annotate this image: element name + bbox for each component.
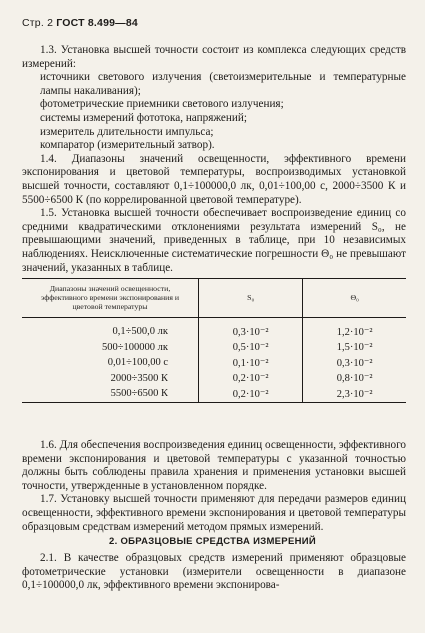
paragraph-1-7: 1.7. Установку высшей точности применяют для передачи размеров единиц освещенности, эффективного времени экспонирования и цветовой температуры образцовым средствам измерений методом прямых измерений. bbox=[22, 493, 406, 533]
paragraph-1-3: 1.3. Установка высшей точности состоит из комплекса следующих средств измерений: bbox=[22, 44, 406, 70]
s0-cell: 0,5·10⁻² bbox=[199, 340, 303, 356]
range-cell: 5500÷6500 К bbox=[110, 388, 168, 400]
range-cell: 2000÷3500 К bbox=[110, 372, 168, 384]
s0-cell: 0,2·10⁻² bbox=[199, 371, 303, 387]
s0-cell: 0,1·10⁻² bbox=[199, 355, 303, 371]
theta-cell: 0,3·10⁻² bbox=[303, 355, 406, 371]
section-2-body bbox=[22, 552, 406, 593]
list-item: компаратор (измерительный затвор). bbox=[40, 139, 215, 152]
theta-cell: 2,3·10⁻² bbox=[303, 386, 406, 402]
section-1-bottom bbox=[22, 439, 406, 534]
range-cell: 0,01÷100,00 с bbox=[107, 357, 168, 369]
list-item: источники светового излучения (светоизмерительные и температурные лампы накаливания); bbox=[40, 71, 406, 97]
paragraph-1-5: 1.5. Установка высшей точности обеспечивает воспроизведение единиц со средними квадратическими отклонениями результата измерений S₀, не превышающими значений, приведенных в таблице, при 10 независимых наблюдениях. Неисключенные систематические погрешности Θ₀ не превышают значений, указанных в таблице. bbox=[22, 207, 406, 274]
list-item: системы измерений фототока, напряжений; bbox=[40, 111, 247, 124]
paragraph-2-1: 2.1. В качестве образцовых средств измерений применяют образцовые фотометрические установки (измерители освещенности в диапазоне 0,1÷100000,0 лк, эффективного времени экспонирова- bbox=[22, 552, 406, 592]
paragraph-1-6: 1.6. Для обеспечения воспроизведения единиц освещенности, эффективного времени экспонирования и цветовой температуры с указанной точностью должны быть соблюдены правила хранения и применения установки высшей точности, утвержденные в установленном порядке. bbox=[22, 439, 406, 492]
theta-column-header: Θ₀ bbox=[303, 279, 406, 318]
range-column-header: Диапазоны значений освещенности, эффективного времени экспонирования и цветовой температуры bbox=[22, 279, 199, 318]
standard-designation: ГОСТ 8.499—84 bbox=[56, 17, 138, 29]
theta-cell: 0,8·10⁻² bbox=[303, 371, 406, 387]
accuracy-table bbox=[22, 278, 406, 403]
table-row bbox=[22, 355, 406, 371]
theta-cell: 1,5·10⁻² bbox=[303, 340, 406, 356]
table-header-row bbox=[22, 279, 406, 318]
paragraph-1-4: 1.4. Диапазоны значений освещенности, эффективного времени экспонирования и цветовой температуры, воспроизводимых установкой высшей точности, составляют 0,1÷100000,0 лк, 0,01÷100,00 с, 2000÷3500 К и 5500÷6500 К (по коррелированной цветовой температуре). bbox=[22, 152, 406, 206]
range-cell: 500÷100000 лк bbox=[102, 341, 168, 353]
s0-cell: 0,3·10⁻² bbox=[199, 318, 303, 340]
list-item: измеритель длительности импульса; bbox=[40, 125, 214, 138]
page-number: Стр. 2 bbox=[22, 17, 54, 29]
table-row bbox=[22, 318, 406, 340]
list-item: фотометрические приемники светового излучения; bbox=[40, 98, 284, 111]
s0-cell: 0,2·10⁻² bbox=[199, 386, 303, 402]
section-2-heading: 2. ОБРАЗЦОВЫЕ СРЕДСТВА ИЗМЕРЕНИЙ bbox=[109, 536, 316, 547]
table-row bbox=[22, 386, 406, 402]
page-header bbox=[22, 17, 138, 29]
table-row bbox=[22, 371, 406, 387]
s0-column-header: S₀ bbox=[199, 279, 303, 318]
table-row bbox=[22, 340, 406, 356]
theta-cell: 1,2·10⁻² bbox=[303, 318, 406, 340]
range-cell: 0,1÷500,0 лк bbox=[112, 326, 168, 338]
section-1-top bbox=[22, 44, 406, 275]
